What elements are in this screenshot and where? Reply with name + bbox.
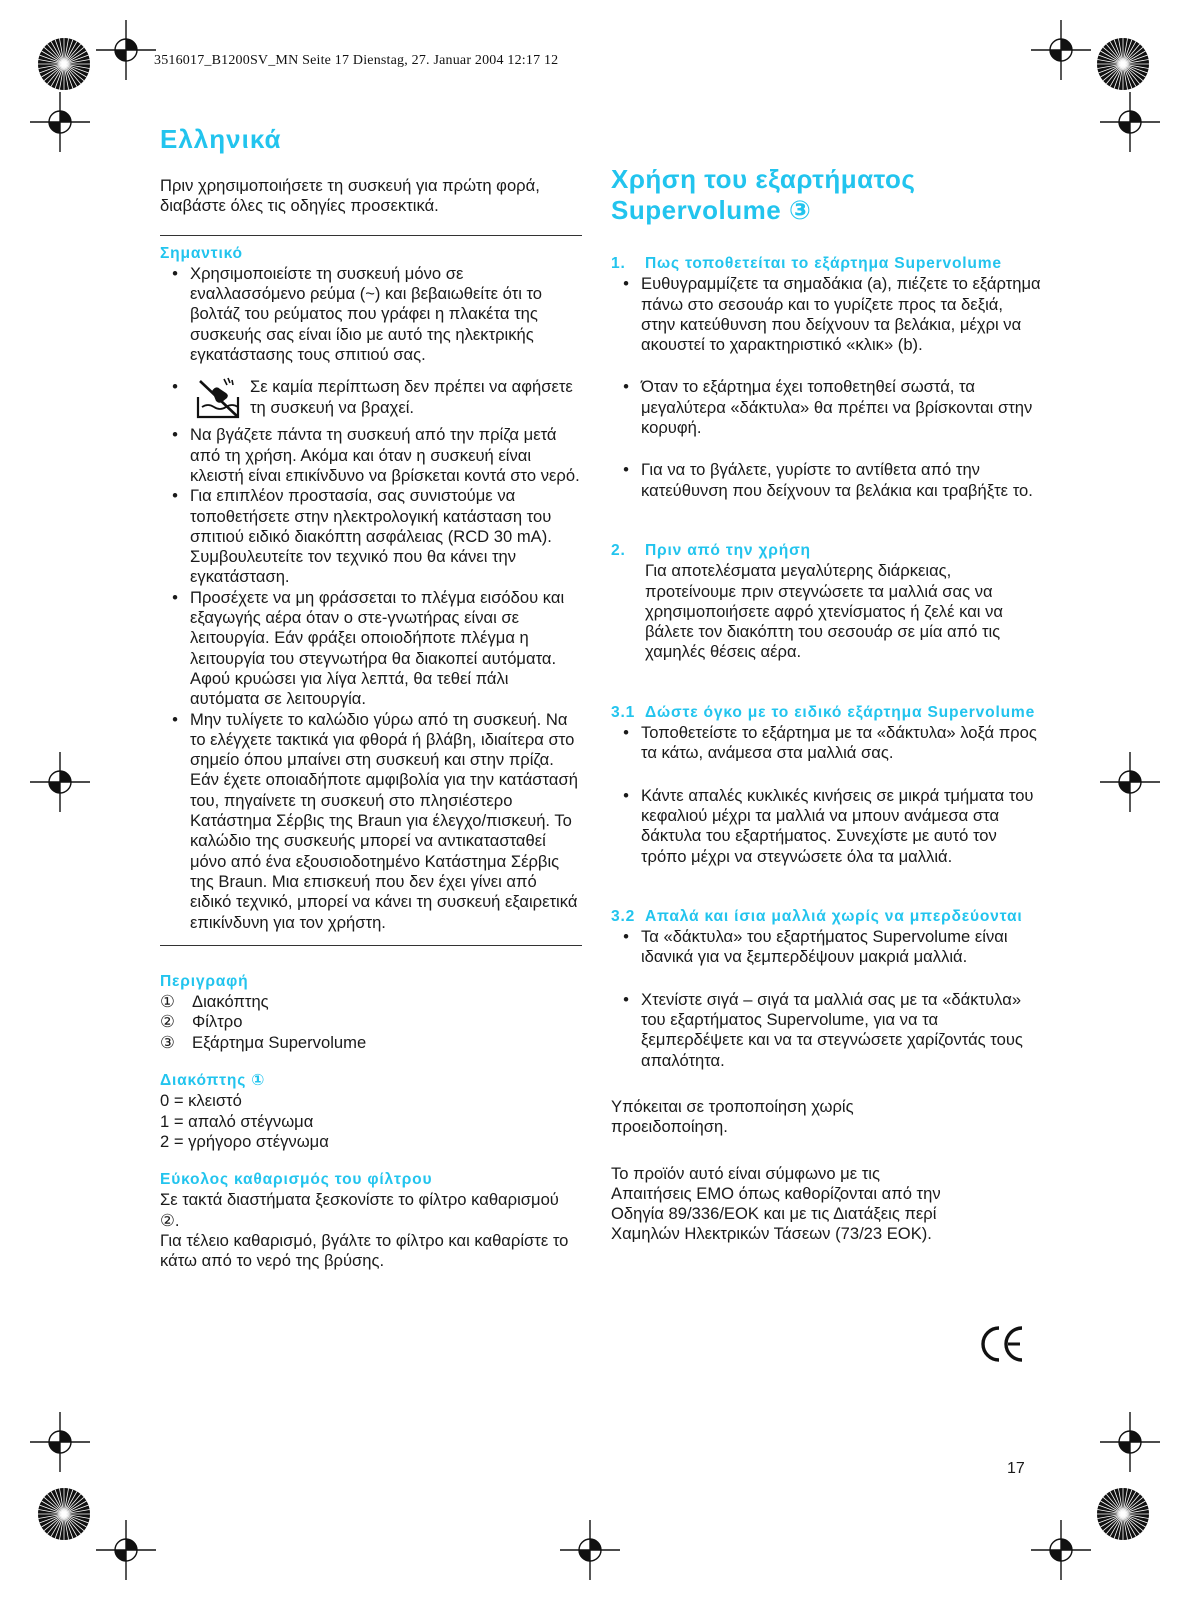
step-heading: 3.1 Δώστε όγκο με το ειδικό εξάρτημα Supervolume <box>611 703 1036 721</box>
item-number: ③ <box>160 1032 175 1052</box>
ce-mark-icon <box>980 1324 1026 1369</box>
starburst-mark-icon <box>1093 34 1153 94</box>
important-b6: Μην τυλίγετε το καλώδιο γύρω από τη συσκευή. Να το ελέγχετε τακτικά για φθορά ή βλάβη, ιδιαίτερα στο σημείο όπου μπαίνει στη συσκευή και στην πρίζα. Εάν έχετε οποιαδήποτε αμφιβολία για την κατάστασή του, πηγαίνετε τη συσκευή στο πλησιέστερο Κατάστημα Σέρβις της Braun για έλεγχο/πισκευή. Το καλώδιο της συσκευής μπορεί να αντικατασταθεί μόνο από ένα εξουσιοδοτημένο Κατάστημα Σέρβις της Braun. Μια επισκευή που δεν έχει γίνει από ειδικό τεχνικό, μπορεί να κάνει τη συσκευή εξαιρετικά επικίνδυνη για τον χρήστη. <box>190 709 578 932</box>
important-b4b: Συμβουλευτείτε τον τεχνικό που θα κάνει την εγκατάσταση. <box>190 547 517 587</box>
switch-fast: 2 = γρήγορο στέγνωμα <box>160 1131 329 1151</box>
list-item: • Κάντε απαλές κυκλικές κινήσεις σε μικρά τμήματα του κεφαλιού μέχρι τα μαλλιά να μπουν ανάμεσα στα δάκτυλα του εξαρτήματος. Συνεχίστε με αυτό τον τρόπο μέχρι να στεγνώσετε όλα τα μαλλιά. <box>611 786 1041 867</box>
starburst-mark-icon <box>1093 1484 1153 1544</box>
starburst-graphic <box>34 1484 94 1544</box>
registration-graphic <box>96 20 156 80</box>
important-b5b: Αφού κρυώσει για λίγα λεπτά, θα τεθεί πάλι αυτόματα σε λειτουργία. <box>190 668 509 709</box>
starburst-mark-icon <box>34 1484 94 1544</box>
s31-b2: Κάντε απαλές κυκλικές κινήσεις σε μικρά τμήματα του κεφαλιού μέχρι τα μαλλιά να μπουν ανάμεσα στα δάκτυλα του εξαρτήματος. Συνεχίστε με αυτό τον τρόπο μέχρι να στεγνώσετε όλα τα μαλλιά. <box>641 785 1034 866</box>
item-label: Εξάρτημα Supervolume <box>192 1032 367 1052</box>
registration-graphic <box>560 1520 620 1580</box>
switch-heading: Διακόπτης ① <box>160 1071 266 1089</box>
s2-text: Για αποτελέσματα μεγαλύτερης διάρκειας, προτείνουμε πριν στεγνώσετε τα μαλλιά σας να χρησιμοποιήσετε αφρό χτενίσματος ή ζελέ και να βάλετε τον διακόπτη του σεσουάρ σε μία από τις χαμηλές θέσεις αέρα. <box>645 561 1003 662</box>
list-item <box>160 1033 582 1053</box>
page-title: Ελληνικά <box>160 124 282 154</box>
registration-graphic <box>96 1520 156 1580</box>
right-column <box>611 254 1041 1245</box>
registration-graphic <box>1031 1520 1091 1580</box>
item-label: Φίλτρο <box>192 1012 243 1032</box>
list-item <box>160 1012 582 1032</box>
list-item: • Μην τυλίγετε το καλώδιο γύρω από τη συσκευή. Να το ελέγχετε τακτικά για φθορά ή βλάβη, ιδιαίτερα στο σημείο όπου μπαίνει στη συσκευή και στην πρίζα. Εάν έχετε οποιαδήποτε αμφιβολία για την κατάστασή του, πηγαίνετε τη συσκευή στο πλησιέστερο Κατάστημα Σέρβις της Braun για έλεγχο/πισκευή. Το καλώδιο της συσκευής μπορεί να αντικατασταθεί μόνο από ένα εξουσιοδοτημένο Κατάστημα Σέρβις της Braun. Μια επισκευή που δεν έχει γίνει από ειδικό τεχνικό, μπορεί να κάνει τη συσκευή εξαιρετικά επικίνδυνη για τον χρήστη. <box>160 710 582 933</box>
list-item: • Χρησιμοποιείστε τη συσκευή μόνο σε εναλλασσόμενο ρεύμα (~) και βεβαιωθείτε ότι το βολτάζ του ρεύματος που γράφει η πλακέτα της συσκευής σας είναι ίδιο με αυτό της ηλεκτρικής εγκατάστασης τους σπιτιού σας. <box>160 264 582 365</box>
list-item: • Όταν το εξάρτημα έχει τοποθετηθεί σωστά, τα μεγαλύτερα «δάκτυλα» θα πρέπει να βρίσκονται στην κορυφή. <box>611 377 1041 438</box>
registration-mark-icon <box>1100 1412 1160 1472</box>
registration-mark-icon <box>1031 1520 1091 1580</box>
s1-b2: Όταν το εξάρτημα έχει τοποθετηθεί σωστά, τα μεγαλύτερα «δάκτυλα» θα πρέπει να βρίσκονται στην κορυφή. <box>641 377 1033 438</box>
important-b4: Για επιπλέον προστασία, σας συνιστούμε να τοποθετήσετε στην ηλεκτρολογική κατάσταση του σπιτιού ειδικό διακόπτη ασφάλειας (RCD 30 mA). <box>190 486 552 546</box>
print-slug: 3516017_B1200SV_MN Seite 17 Dienstag, 27. Januar 2004 12:17 12 <box>154 53 559 68</box>
registration-mark-icon <box>1100 92 1160 152</box>
important-b1: Χρησιμοποιείστε τη συσκευή μόνο σε εναλλασσόμενο ρεύμα (~) και βεβαιωθείτε ότι το βολτάζ του ρεύματος που γράφει η πλακέτα της συσκευής σας είναι ίδιο με αυτό της ηλεκτρικής εγκατάστασης τους σπιτιού σας. <box>190 263 543 365</box>
starburst-mark-icon <box>34 34 94 94</box>
step-heading: 3.2 Απαλά και ίσια μαλλιά χωρίς να μπερδεύονται <box>611 907 1023 925</box>
registration-graphic <box>1100 1412 1160 1472</box>
list-item: • Σε καμία περίπτωση δεν πρέπει να αφήσετε τη συσκευή να βραχεί. <box>160 377 582 421</box>
no-water-icon <box>194 377 242 421</box>
list-item: • Ευθυγραμμίζετε τα σημαδάκια (a), πιέζετε το εξάρτημα πάνω στο σεσουάρ και το γυρίζετε προς τα δεξιά, στην κατεύθυνση που δείχνουν τα βελάκια, μέχρι να ακουστεί το χαρακτηριστικό «κλικ» (b). <box>623 274 1041 355</box>
s32-b1: Τα «δάκτυλα» του εξαρτήματος Supervolume είναι ιδανικά για να ξεμπερδέψουν μακριά μαλλιά. <box>641 927 1008 967</box>
step-heading: 2. Πριν από την χρήση <box>611 541 811 559</box>
filter-text-1: Σε τακτά διαστήματα ξεσκονίστε το φίλτρο καθαρισμού ②. <box>160 1190 559 1230</box>
registration-mark-icon <box>1100 752 1160 812</box>
s1-b1: Ευθυγραμμίζετε τα σημαδάκια (a), πιέζετε το εξάρτημα πάνω στο σεσουάρ και το γυρίζετε προς τα δεξιά, στην κατεύθυνση που δείχνουν τα βελάκια, μέχρι να ακουστεί το χαρακτηριστικό «κλικ» (b). <box>641 274 1041 355</box>
s31-b1: Τοποθετείστε το εξάρτημα με τα «δάκτυλα» λοξά προς τα κάτω, ανάμεσα στα μαλλιά σας. <box>641 723 1037 763</box>
compliance-text: Το προϊόν αυτό είναι σύμφωνο με τις Απαιτήσεις ΕΜΟ όπως καθορίζονται από την Οδηγία 89/336/ΕΟΚ και με τις Διατάξεις περί Χαμηλών Ηλεκτρικών Τάσεων (73/23 ΕΟΚ). <box>611 1163 941 1244</box>
ce-graphic <box>980 1324 1026 1364</box>
list-item: • Τα «δάκτυλα» του εξαρτήματος Supervolume είναι ιδανικά για να ξεμπερδέψουν μακριά μαλλιά. <box>611 927 1041 968</box>
registration-mark-icon <box>560 1520 620 1580</box>
important-b3: Να βγάζετε πάντα τη συσκευή από την πρίζα μετά από τη χρήση. Ακόμα και όταν η συσκευή είναι κλειστή είναι επικίνδυνο να βρίσκεται κοντά στο νερό. <box>190 425 580 485</box>
registration-mark-icon <box>1031 20 1091 80</box>
registration-graphic <box>1100 752 1160 812</box>
list-item: • Για να το βγάλετε, γυρίστε το αντίθετα από την κατεύθυνση που δείχνουν τα βελάκια και τραβήξτε το. <box>611 460 1041 501</box>
registration-mark-icon <box>96 20 156 80</box>
intro-text: Πριν χρησιμοποιήσετε τη συσκευή για πρώτη φορά, διαβάστε όλες τις οδηγίες προσεκτικά. <box>160 176 540 216</box>
notice-text: Υπόκειται σε τροποποίηση χωρίς προειδοποίηση. <box>611 1096 854 1137</box>
important-b2: Σε καμία περίπτωση δεν πρέπει να αφήσετε τη συσκευή να βραχεί. <box>250 377 573 417</box>
page-number: 17 <box>1007 1460 1025 1477</box>
step-heading: 1. Πως τοποθετείται το εξάρτημα Supervolume <box>611 255 1002 272</box>
section-title: Χρήση του εξαρτήματος Supervolume ③ <box>611 164 916 225</box>
left-column <box>160 176 582 1272</box>
s32-b2: Χτενίστε σιγά – σιγά τα μαλλιά σας με τα «δάκτυλα» του εξαρτήματος Supervolume, για να τα ξεμπερδέψετε και να τα στεγνώσετε χαρίζοντάς τους απαλότητα. <box>641 989 1023 1070</box>
starburst-graphic <box>1093 34 1153 94</box>
registration-graphic <box>30 92 90 152</box>
list-item: • Χτενίστε σιγά – σιγά τα μαλλιά σας με τα «δάκτυλα» του εξαρτήματος Supervolume, για να τα ξεμπερδέψετε και να τα στεγνώσετε χαρίζοντάς τους απαλότητα. <box>611 990 1041 1071</box>
list-item: • Τοποθετείστε το εξάρτημα με τα «δάκτυλα» λοξά προς τα κάτω, ανάμεσα στα μαλλιά σας. <box>611 723 1041 764</box>
registration-mark-icon <box>30 92 90 152</box>
list-item: • Προσέχετε να μη φράσσεται το πλέγμα εισόδου και εξαγωγής αέρα όταν ο στε-γνωτήρας είναι σε λειτουργία. Εάν φράξει οποιοδήποτε πλέγμα η λειτουργία του στεγνωτήρα θα διακοπεί αυτόματα. Αφού κρυώσει για λίγα λεπτά, θα τεθεί πάλι αυτόματα σε λειτουργία. <box>172 587 565 709</box>
important-b5: Προσέχετε να μη φράσσεται το πλέγμα εισόδου και εξαγωγής αέρα όταν ο στε-γνωτήρας είναι σε λειτουργία. Εάν φράξει οποιοδήποτε πλέγμα η λειτουργία του στεγνωτήρα θα διακοπεί αυτόματα. <box>190 587 565 668</box>
registration-graphic <box>1100 92 1160 152</box>
list-item: • Για επιπλέον προστασία, σας συνιστούμε να τοποθετήσετε στην ηλεκτρολογική κατάσταση του σπιτιού ειδικό διακόπτη ασφάλειας (RCD 30 mA). Συμβουλευτείτε τον τεχνικό που θα κάνει την εγκατάσταση. <box>172 486 552 587</box>
list-item: • Να βγάζετε πάντα τη συσκευή από την πρίζα μετά από τη χρήση. Ακόμα και όταν η συσκευή είναι κλειστή είναι επικίνδυνο να βρίσκεται κοντά στο νερό. <box>160 425 582 486</box>
registration-graphic <box>30 752 90 812</box>
registration-graphic <box>30 1412 90 1472</box>
filter-heading: Εύκολος καθαρισμός του φίλτρου <box>160 1171 433 1189</box>
filter-text-2: Για τέλειο καθαρισμό, βγάλτε το φίλτρο και καθαρίστε το κάτω από το νερό της βρύσης. <box>160 1231 569 1271</box>
registration-mark-icon <box>96 1520 156 1580</box>
switch-soft: 1 = απαλό στέγνωμα <box>160 1111 314 1131</box>
description-heading: Περιγραφή <box>160 972 249 990</box>
registration-mark-icon <box>30 1412 90 1472</box>
important-heading: Σημαντικό <box>160 244 243 262</box>
item-number: ② <box>160 1012 175 1032</box>
registration-graphic <box>1031 20 1091 80</box>
starburst-graphic <box>34 34 94 94</box>
item-number: ① <box>160 992 175 1012</box>
registration-mark-icon <box>30 752 90 812</box>
list-item <box>160 992 582 1012</box>
item-label: Διακόπτης <box>192 992 269 1012</box>
starburst-graphic <box>1093 1484 1153 1544</box>
switch-off: 0 = κλειστό <box>160 1091 242 1111</box>
s1-b3: Για να το βγάλετε, γυρίστε το αντίθετα από την κατεύθυνση που δείχνουν τα βελάκια και τραβήξτε το. <box>641 460 1033 500</box>
